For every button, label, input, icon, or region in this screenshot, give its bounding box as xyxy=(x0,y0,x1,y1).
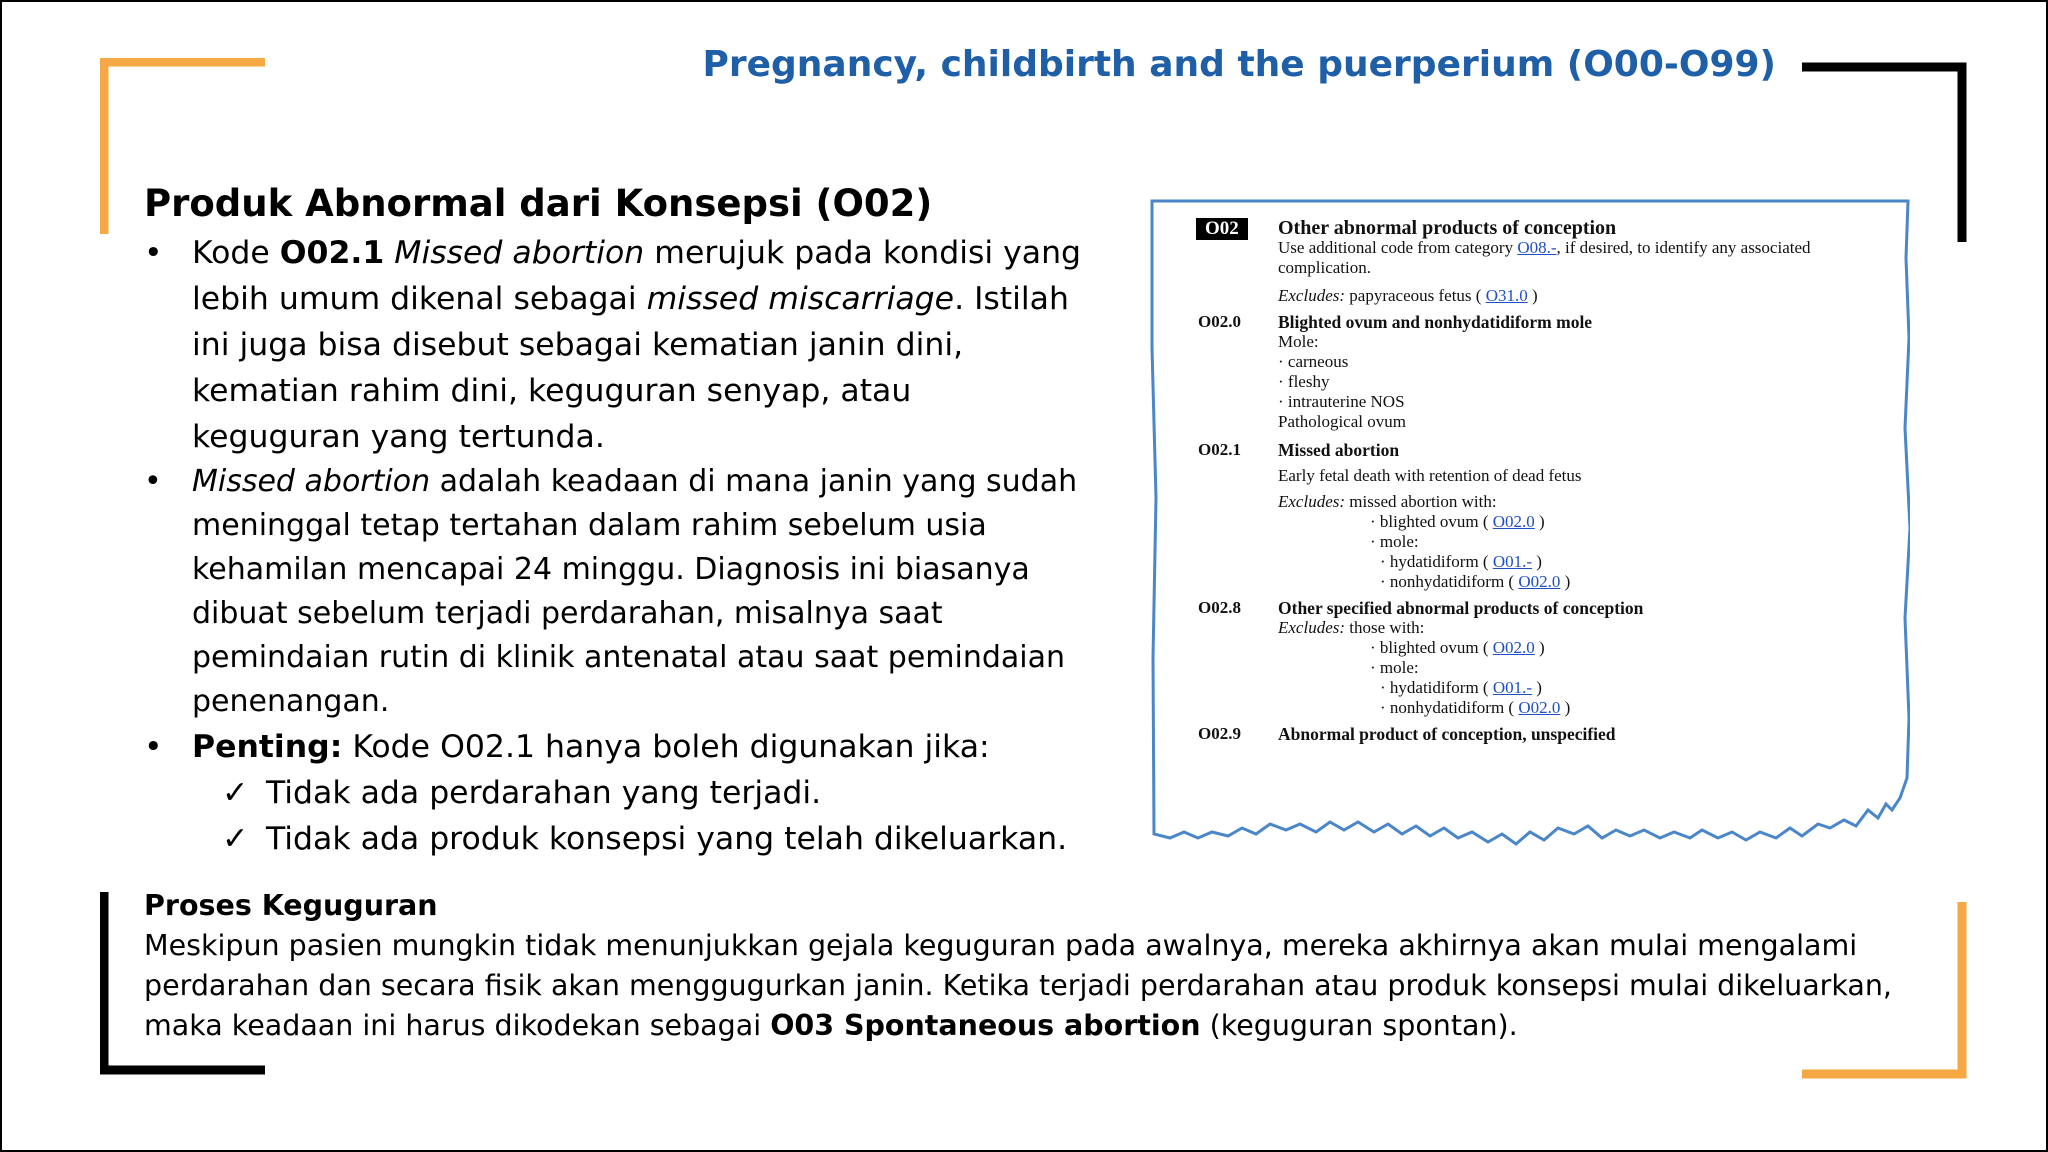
term-text: missed miscarriage xyxy=(646,281,955,317)
inclusion-line: Pathological ovum xyxy=(1278,412,1406,431)
code-link[interactable]: O02.0 xyxy=(1492,638,1535,657)
entry-o021 xyxy=(1198,440,1888,592)
inclusion-line: · fleshy xyxy=(1278,372,1330,391)
code-link[interactable]: O02.0 xyxy=(1492,512,1535,531)
excludes-line: · nonhydatidiform ( O02.0 ) xyxy=(1380,698,1571,717)
category-title: Other abnormal products of conception xyxy=(1278,217,1617,239)
subcategory-code: O02.9 xyxy=(1198,724,1241,743)
excludes-line: · blighted ovum ( O02.0 ) xyxy=(1370,638,1545,657)
code-link[interactable]: O01.- xyxy=(1492,678,1533,697)
code-text: O02.1 xyxy=(279,235,385,271)
excludes-note: Excludes: missed abortion with: xyxy=(1278,492,1497,511)
excludes-line: · nonhydatidiform ( O02.0 ) xyxy=(1380,572,1571,591)
excludes-line: · mole: xyxy=(1370,658,1419,677)
inclusion-line: · intrauterine NOS xyxy=(1278,392,1405,411)
text: (keguguran spontan). xyxy=(1200,1009,1518,1042)
excludes-line: · mole: xyxy=(1370,532,1419,551)
term-text: Missed abortion xyxy=(394,235,645,271)
excerpt-content xyxy=(1198,218,1888,744)
text: Kode O02.1 hanya boleh digunakan jika: xyxy=(342,729,990,765)
section-title: Produk Abnormal dari Konsepsi (O02) xyxy=(144,182,933,225)
entry-o028 xyxy=(1198,598,1888,718)
proses-section xyxy=(144,886,1944,1046)
entry-o02 xyxy=(1198,218,1888,306)
term-text: Missed abortion xyxy=(192,464,431,499)
subcategory-code: O02.0 xyxy=(1198,312,1241,331)
check-item xyxy=(222,770,1084,816)
check-text: Tidak ada produk konsepsi yang telah dikeluarkan. xyxy=(266,821,1068,857)
code-text: O03 Spontaneous abortion xyxy=(770,1009,1201,1042)
excludes-line: · blighted ovum ( O02.0 ) xyxy=(1370,512,1545,531)
text xyxy=(384,235,394,271)
code-link[interactable]: O08.- xyxy=(1517,238,1557,257)
inclusion-line: Mole: xyxy=(1278,332,1319,351)
subcategory-title: Missed abortion xyxy=(1278,440,1400,460)
description: Early fetal death with retention of dead fetus xyxy=(1278,466,1582,485)
bullet-item xyxy=(144,230,1084,460)
excludes-note: Excludes: those with: xyxy=(1278,618,1425,637)
bullet-item xyxy=(144,724,1084,862)
subcategory-title: Abnormal product of conception, unspecified xyxy=(1278,724,1616,744)
check-item xyxy=(222,816,1084,862)
bullet-list xyxy=(144,230,1084,862)
checkmark-icon: ✓ xyxy=(222,821,249,857)
important-label: Penting: xyxy=(192,729,343,765)
entry-o020 xyxy=(1198,312,1888,432)
check-list xyxy=(192,770,1084,862)
excludes-line: · hydatidiform ( O01.- ) xyxy=(1380,552,1542,571)
code-link[interactable]: O01.- xyxy=(1492,552,1533,571)
category-code: O02 xyxy=(1196,218,1248,240)
text: merujuk pada kondisi yang lebih umum dikenal sebagai xyxy=(192,235,1082,317)
page-title: Pregnancy, childbirth and the puerperium (O00-O99) xyxy=(702,44,1776,85)
text: . Istilah ini juga bisa disebut sebagai kematian janin dini, kematian rahim dini, keguguran senyap, atau keguguran yang tertunda. xyxy=(192,281,1069,455)
use-note: Use additional code from category O08.-, if desired, to identify any associated complication. xyxy=(1278,238,1811,277)
subcategory-code: O02.8 xyxy=(1198,598,1241,617)
text: adalah keadaan di mana janin yang sudah meninggal tetap tertahan dalam rahim sebelum usia kehamilan mencapai 24 minggu. Diagnosis ini biasanya dibuat sebelum terjadi perdarahan, misalnya saat pemindaian rutin di klinik antenatal atau saat pemindaian penenangan. xyxy=(192,464,1078,719)
entry-o029 xyxy=(1198,724,1888,744)
bullet-item xyxy=(144,460,1084,724)
text: Meskipun pasien mungkin tidak menunjukkan gejala keguguran pada awalnya, mereka akhirnya akan mulai mengalami perdarahan dan secara fisik akan menggugurkan janin. Ketika terjadi perdarahan atau produk konsepsi mulai dikeluarkan, maka keadaan ini harus dikodekan sebagai xyxy=(144,929,1892,1042)
check-text: Tidak ada perdarahan yang terjadi. xyxy=(266,775,822,811)
inclusion-line: · carneous xyxy=(1278,352,1349,371)
icd-excerpt xyxy=(1150,198,1910,852)
subcategory-title: Other specified abnormal products of conception xyxy=(1278,598,1644,618)
code-link[interactable]: O31.0 xyxy=(1485,286,1528,305)
code-link[interactable]: O02.0 xyxy=(1518,572,1561,591)
checkmark-icon: ✓ xyxy=(222,775,249,811)
proses-title: Proses Keguguran xyxy=(144,889,438,922)
subcategory-code: O02.1 xyxy=(1198,440,1241,459)
text: Kode xyxy=(192,235,280,271)
excludes-line: · hydatidiform ( O01.- ) xyxy=(1380,678,1542,697)
proses-body xyxy=(144,926,1944,1046)
subcategory-title: Blighted ovum and nonhydatidiform mole xyxy=(1278,312,1593,332)
code-link[interactable]: O02.0 xyxy=(1518,698,1561,717)
excludes-note: Excludes: papyraceous fetus ( O31.0 ) xyxy=(1278,286,1538,305)
